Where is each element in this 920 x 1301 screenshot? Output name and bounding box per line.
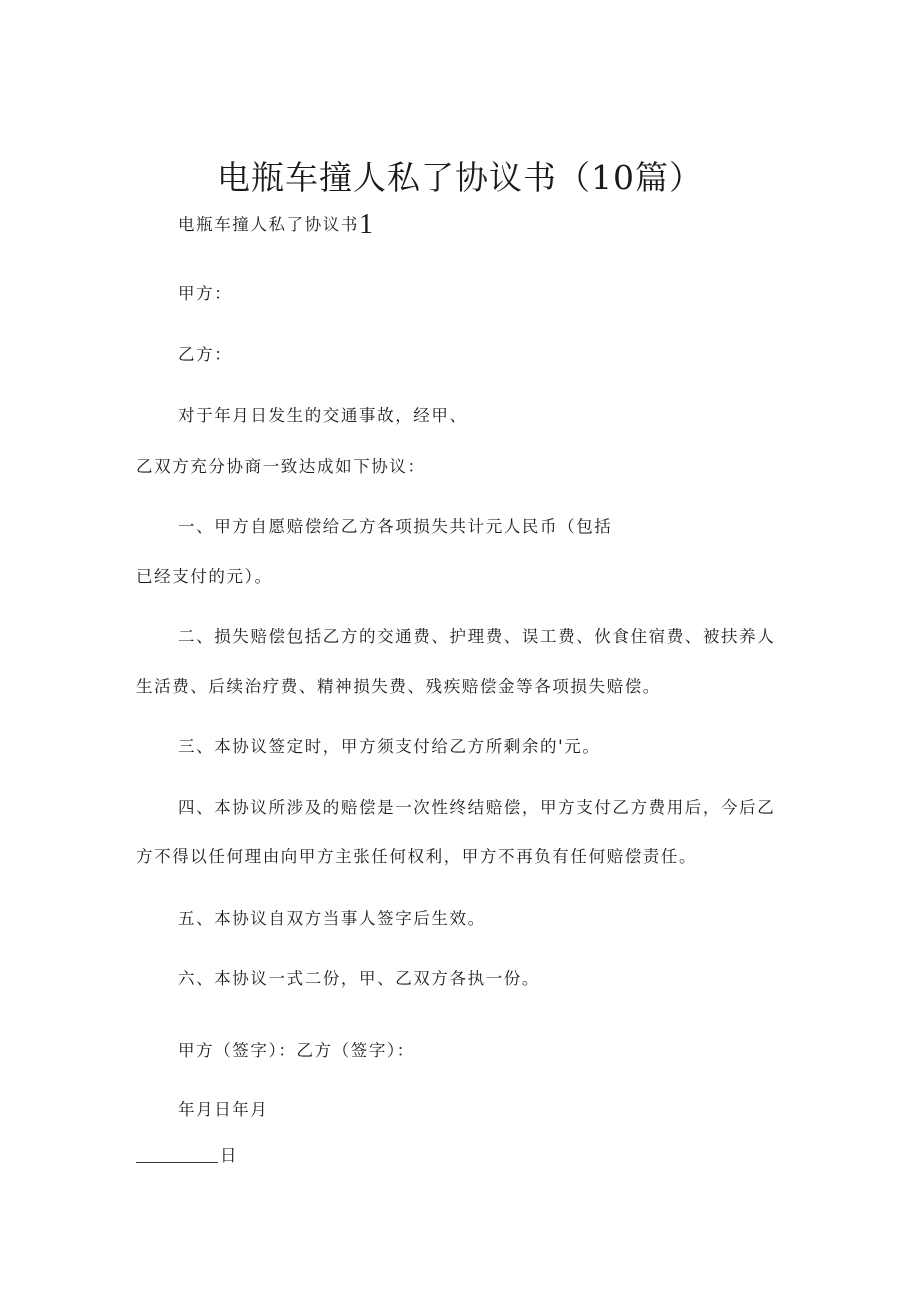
clause-6: 六、本协议一式二份，甲、乙双方各执一份。 <box>178 969 540 988</box>
signature-line: 甲方（签字）：乙方（签字）： <box>178 1041 415 1060</box>
party-b-label: 乙方： <box>178 345 233 364</box>
document-title: 电瓶车撞人私了协议书（10篇） <box>217 158 703 197</box>
clause-4-line-2: 方不得以任何理由向甲方主张任何权利，甲方不再负有任何赔偿责任。 <box>136 847 698 866</box>
clause-1-line-2: 已经支付的元）。 <box>136 567 273 586</box>
date-line: 年月日年月 <box>178 1100 269 1119</box>
clause-2-line-2: 生活费、后续治疗费、精神损失费、残疾赔偿金等各项损失赔偿。 <box>136 677 661 696</box>
blank-underline <box>136 1148 218 1163</box>
day-label: 日 <box>220 1146 239 1165</box>
intro-line-2: 乙双方充分协商一致达成如下协议： <box>136 457 426 476</box>
clause-1-line-1: 一、甲方自愿赔偿给乙方各项损失共计元人民币（包括 <box>178 517 613 536</box>
clause-5: 五、本协议自双方当事人签字后生效。 <box>178 909 486 928</box>
day-line <box>136 1145 238 1167</box>
clause-4-line-1: 四、本协议所涉及的赔偿是一次性终结赔偿，甲方支付乙方费用后，今后乙 <box>178 798 776 817</box>
section-heading <box>178 209 373 240</box>
clause-3: 三、本协议签定时，甲方须支付给乙方所剩余的'元。 <box>178 737 601 756</box>
intro-line-1: 对于年月日发生的交通事故，经甲、 <box>178 406 468 425</box>
clause-2-line-1: 二、损失赔偿包括乙方的交通费、护理费、误工费、伙食住宿费、被扶养人 <box>178 627 776 646</box>
section-heading-text: 电瓶车撞人私了协议书 <box>178 215 359 234</box>
party-a-label: 甲方： <box>178 284 233 303</box>
section-heading-number: 1 <box>359 209 373 240</box>
